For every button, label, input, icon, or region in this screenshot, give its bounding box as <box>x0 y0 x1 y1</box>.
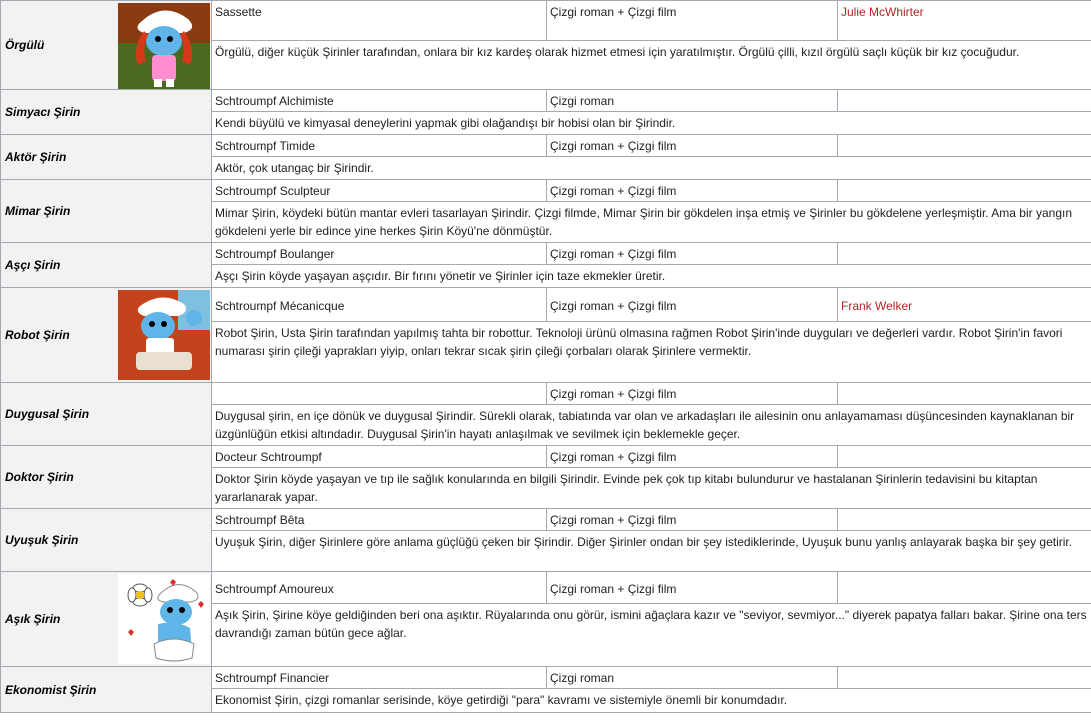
character-name-cell <box>1 509 212 572</box>
original-name: Schtroumpf Timide <box>212 135 547 157</box>
original-name: Schtroumpf Amoureux <box>212 572 547 604</box>
original-name: Schtroumpf Mécanicque <box>212 288 547 322</box>
character-description: Kendi büyülü ve kimyasal deneylerini yapmak gibi olağandışı bir hobisi olan bir Şirindir. <box>212 112 1091 135</box>
media-type: Çizgi roman + Çizgi film <box>547 446 838 468</box>
character-description: Aktör, çok utangaç bir Şirindir. <box>212 157 1091 180</box>
voice-actor-link[interactable] <box>838 446 1091 468</box>
character-name: Robot Şirin <box>5 328 70 342</box>
robot-picture[interactable] <box>118 290 210 380</box>
character-name-cell <box>1 288 212 383</box>
lover-picture[interactable] <box>118 574 210 664</box>
sassette-picture[interactable] <box>118 3 210 89</box>
voice-actor-link[interactable] <box>838 383 1091 405</box>
media-type: Çizgi roman + Çizgi film <box>547 509 838 531</box>
media-type: Çizgi roman + Çizgi film <box>547 383 838 405</box>
media-type: Çizgi roman <box>547 667 838 689</box>
character-name-cell <box>1 1 212 90</box>
original-name: Schtroumpf Boulanger <box>212 243 547 265</box>
character-name-cell <box>1 383 212 446</box>
voice-actor-link[interactable] <box>838 90 1091 112</box>
character-name: Aktör Şirin <box>5 150 67 164</box>
media-type: Çizgi roman + Çizgi film <box>547 180 838 202</box>
character-name-cell <box>1 135 212 180</box>
media-type: Çizgi roman <box>547 90 838 112</box>
voice-actor-link[interactable] <box>838 180 1091 202</box>
media-type: Çizgi roman + Çizgi film <box>547 135 838 157</box>
voice-actor-link[interactable] <box>838 667 1091 689</box>
character-name-cell <box>1 446 212 509</box>
voice-actor-link[interactable]: Frank Welker <box>838 288 1091 322</box>
original-name: Sassette <box>212 1 547 41</box>
original-name: Schtroumpf Sculpteur <box>212 180 547 202</box>
character-name: Aşçı Şirin <box>5 258 61 272</box>
media-type: Çizgi roman + Çizgi film <box>547 288 838 322</box>
character-description: Ekonomist Şirin, çizgi romanlar serisinde, köye getirdiği "para" kavramı ve sistemiyle önemli bir konumdadır. <box>212 689 1091 713</box>
character-description: Mimar Şirin, köydeki bütün mantar evleri tasarlayan Şirindir. Çizgi filmde, Mimar Şirin bir gökdelen inşa etmiş ve Şirinler bu gökdelene yerleşmiştir. Ama bir yangın gökdeleni yerle bir edince yine herkes Şirin Köyü'ne dönmüştür. <box>212 202 1091 243</box>
character-description: Aşçı Şirin köyde yaşayan aşçıdır. Bir fırını yönetir ve Şirinler için taze ekmekler üretir. <box>212 265 1091 288</box>
character-description: Duygusal şirin, en içe dönük ve duygusal Şirindir. Sürekli olarak, tabiatında var olan ve arkadaşları ile ailesinin onu anlayamaması düşüncesinden kaynaklanan bir üzgünlüğün etkisi altındadır. Duygusal Şirin'in hayatı anlaşılmak ve sevilmek için beklemekle geçer. <box>212 405 1091 446</box>
character-description: Aşık Şirin, Şirine köye geldiğinden beri ona aşıktır. Rüyalarında onu görür, ismini ağaçlara kazır ve "seviyor, sevmiyor..." diyerek papatya falları bakar. Şirine ona ters davrandığı zaman bütün gece ağlar. <box>212 604 1091 667</box>
character-name: Uyuşuk Şirin <box>5 533 79 547</box>
original-name: Schtroumpf Bêta <box>212 509 547 531</box>
character-description: Uyuşuk Şirin, diğer Şirinlere göre anlama güçlüğü çeken bir Şirindir. Diğer Şirinler ondan bir şey istediklerinde, Uyuşuk bunu yanlış anlayarak başka bir şey getirir. <box>212 531 1091 572</box>
character-description: Doktor Şirin köyde yaşayan ve tıp ile sağlık konularında en bilgili Şirindir. Evinde pek çok tıp kitabı bulundurur ve hastalanan Şirinlerin tedavisini bu kitaptan yararlanarak yapar. <box>212 468 1091 509</box>
character-name: Ekonomist Şirin <box>5 682 97 697</box>
character-description: Örgülü, diğer küçük Şirinler tarafından, onlara bir kız kardeş olarak hizmet etmesi için yaratılmıştır. Örgülü çilli, kızıl örgülü saçlı küçük bir kız çocuğudur. <box>212 41 1091 90</box>
original-name: Docteur Schtroumpf <box>212 446 547 468</box>
character-name: Doktor Şirin <box>5 470 74 484</box>
character-name-cell <box>1 243 212 288</box>
original-name <box>212 383 547 405</box>
voice-actor-link[interactable] <box>838 135 1091 157</box>
original-name: Schtroumpf Financier <box>212 667 547 689</box>
character-name: Aşık Şirin <box>5 612 61 626</box>
character-name-cell <box>1 90 212 135</box>
voice-actor-link[interactable]: Julie McWhirter <box>838 1 1091 41</box>
character-name: Mimar Şirin <box>5 204 71 218</box>
voice-actor-link[interactable] <box>838 509 1091 531</box>
original-name: Schtroumpf Alchimiste <box>212 90 547 112</box>
voice-actor-link[interactable] <box>838 572 1091 604</box>
character-name-cell <box>1 180 212 243</box>
character-name: Simyacı Şirin <box>5 105 81 119</box>
character-description: Robot Şirin, Usta Şirin tarafından yapılmış tahta bir robottur. Teknoloji ürünü olmasına rağmen Robot Şirin'inde duyguları ve değerleri vardır. Robot Şirin'in favori numarası şirin çileği yaprakları yiyip, onları tekrar sıcak şirin çileği çorbaları olarak Şirinlere vermektir. <box>212 322 1091 383</box>
character-name-cell <box>1 667 212 713</box>
voice-actor-link[interactable] <box>838 243 1091 265</box>
character-name: Duygusal Şirin <box>5 407 90 421</box>
media-type: Çizgi roman + Çizgi film <box>547 243 838 265</box>
media-type: Çizgi roman + Çizgi film <box>547 1 838 41</box>
character-name-cell <box>1 572 212 667</box>
media-type: Çizgi roman + Çizgi film <box>547 572 838 604</box>
character-name: Örgülü <box>5 38 45 52</box>
